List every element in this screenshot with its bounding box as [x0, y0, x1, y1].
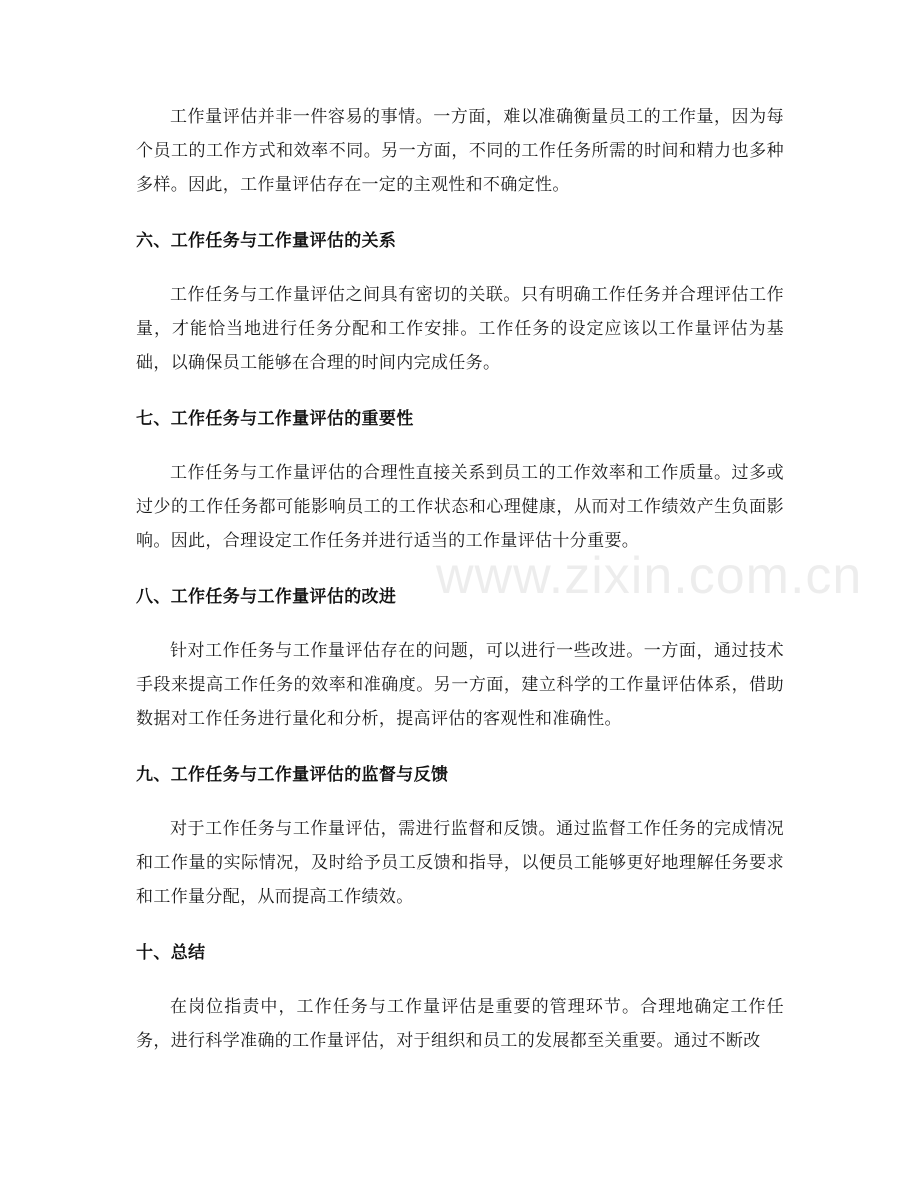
section-heading-6: 六、工作任务与工作量评估的关系 — [136, 231, 397, 251]
watermark: www.zixin.com.cn — [436, 547, 863, 605]
section-heading-8: 八、工作任务与工作量评估的改进 — [136, 587, 397, 607]
section-heading-10: 十、总结 — [136, 943, 206, 963]
section-body-10: 在岗位指责中，工作任务与工作量评估是重要的管理环节。合理地确定工作任务，进行科学准确的工作量评估，对于组织和员工的发展都至关重要。通过不断改 — [136, 997, 784, 1051]
section-heading-9: 九、工作任务与工作量评估的监督与反馈 — [136, 765, 449, 785]
paragraph-intro: 工作量评估并非一件容易的事情。一方面，难以准确衡量员工的工作量，因为每个员工的工作方式和效率不同。另一方面，不同的工作任务所需的时间和精力也多种多样。因此，工作量评估存在一定的主观性和不确定性。 — [136, 107, 784, 195]
document-content — [136, 100, 784, 1058]
section-body-9: 对于工作任务与工作量评估，需进行监督和反馈。通过监督工作任务的完成情况和工作量的实际情况，及时给予员工反馈和指导，以便员工能够更好地理解任务要求和工作量分配，从而提高工作绩效。 — [136, 819, 784, 907]
section-body-6: 工作任务与工作量评估之间具有密切的关联。只有明确工作任务并合理评估工作量，才能恰当地进行任务分配和工作安排。工作任务的设定应该以工作量评估为基础，以确保员工能够在合理的时间内完成任务。 — [136, 285, 784, 373]
section-heading-7: 七、工作任务与工作量评估的重要性 — [136, 409, 414, 429]
section-body-8: 针对工作任务与工作量评估存在的问题，可以进行一些改进。一方面，通过技术手段来提高工作任务的效率和准确度。另一方面，建立科学的工作量评估体系，借助数据对工作任务进行量化和分析，提高评估的客观性和准确性。 — [136, 641, 784, 729]
section-body-7: 工作任务与工作量评估的合理性直接关系到员工的工作效率和工作质量。过多或过少的工作任务都可能影响员工的工作状态和心理健康，从而对工作绩效产生负面影响。因此，合理设定工作任务并进行适当的工作量评估十分重要。 — [136, 463, 784, 551]
